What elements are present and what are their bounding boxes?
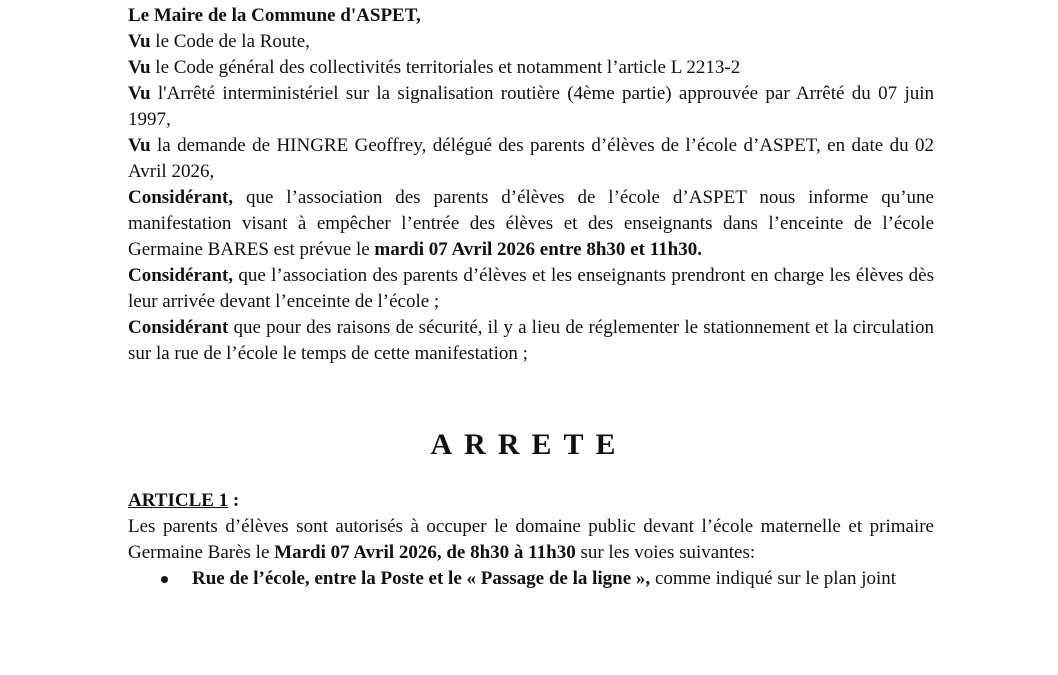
article-heading (128, 488, 934, 514)
mayor-line (128, 3, 934, 29)
consideration-text: la demande de HINGRE Geoffrey, délégué des parents d’élèves de l’école d’ASPET, en date du 02 Avril 2026, (128, 135, 934, 182)
consideration-2 (128, 81, 934, 133)
article-heading-label: ARTICLE 1 (128, 490, 229, 511)
consideration-3 (128, 133, 934, 185)
mayor-title: Le Maire de la Commune d'ASPET, (128, 5, 421, 26)
article-date: Mardi 07 Avril 2026, de 8h30 à 11h30 (274, 542, 576, 563)
document-title: ARRETE (430, 428, 628, 461)
consideration-lead: Vu (128, 57, 151, 78)
consideration-1 (128, 55, 934, 81)
consideration-6 (128, 315, 934, 367)
consideration-text: l'Arrêté interministériel sur la signalisation routière (4ème partie) approuvée par Arrêté du 07 juin 1997, (128, 83, 934, 130)
consideration-lead: Vu (128, 31, 151, 52)
consideration-lead: Vu (128, 83, 151, 104)
consideration-text: le Code général des collectivités territoriales et notamment l’article L 2213-2 (150, 57, 741, 78)
consideration-4 (128, 185, 934, 263)
bullet-icon (161, 576, 168, 583)
article-heading-suffix: : (228, 490, 240, 511)
manifestation-date: mardi 07 Avril 2026 entre 8h30 et 11h30. (374, 239, 702, 260)
street-name: Rue de l’école, entre la Poste et le « Passage de la ligne », (192, 568, 651, 589)
consideration-lead: Considérant, (128, 265, 234, 286)
list-item (128, 566, 934, 592)
street-note: comme indiqué sur le plan joint (650, 568, 897, 589)
consideration-lead: Vu (128, 135, 151, 156)
preamble (128, 3, 934, 367)
consideration-lead: Considérant (128, 317, 229, 338)
consideration-text: que pour des raisons de sécurité, il y a lieu de réglementer le stationnement et la circulation sur la rue de l’école le temps de cette manifestation ; (128, 317, 934, 364)
consideration-text: que l’association des parents d’élèves de l’école d’ASPET nous informe qu’une manifestation visant à empêcher l’entrée des élèves et des enseignants dans l’enceinte de l’école Germaine BARES est prévue le (128, 187, 934, 260)
article-1 (128, 488, 934, 592)
consideration-text: que l’association des parents d’élèves et les enseignants prendront en charge les élèves dès leur arrivée devant l’enceinte de l’école ; (128, 265, 934, 312)
consideration-lead: Considérant, (128, 187, 234, 208)
consideration-0 (128, 29, 934, 55)
consideration-5 (128, 263, 934, 315)
article-body (128, 514, 934, 566)
consideration-text: le Code de la Route, (150, 31, 310, 52)
article-text-after: sur les voies suivantes: (575, 542, 756, 563)
article-text-before: Les parents d’élèves sont autorisés à occuper le domaine public devant l’école maternelle et primaire Germaine Barès le (128, 516, 934, 563)
street-list (128, 566, 934, 592)
